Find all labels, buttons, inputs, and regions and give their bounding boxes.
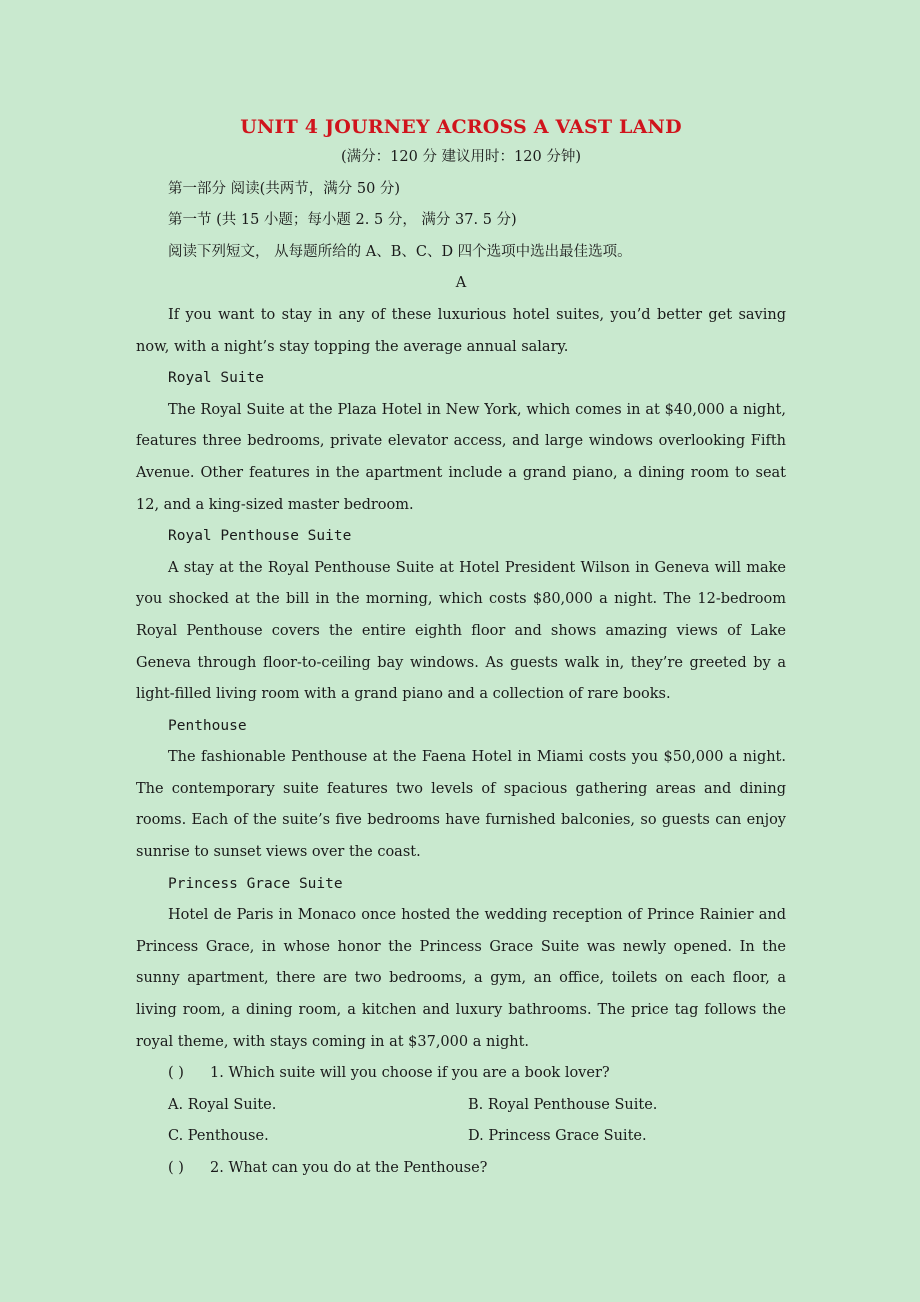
suite-heading-royal-penthouse: Royal Penthouse Suite bbox=[168, 528, 352, 545]
question-2 bbox=[136, 1153, 786, 1185]
option-a[interactable]: A. Royal Suite. bbox=[168, 1096, 277, 1113]
instruction: 阅读下列短文， 从每题所给的 A、B、C、D 四个选项中选出最佳选项。 bbox=[168, 243, 632, 260]
question-1-options-row-2 bbox=[136, 1121, 786, 1153]
question-1-text: 1. Which suite will you choose if you are a book lover? bbox=[210, 1065, 610, 1082]
suite-heading-princess-grace: Princess Grace Suite bbox=[168, 875, 343, 892]
option-c[interactable]: C. Penthouse. bbox=[168, 1128, 269, 1145]
answer-blank[interactable]: ( ) bbox=[168, 1160, 184, 1176]
option-b[interactable]: B. Royal Penthouse Suite. bbox=[468, 1096, 658, 1113]
answer-blank[interactable]: ( ) bbox=[168, 1065, 184, 1082]
suite-heading-royal-suite: Royal Suite bbox=[168, 370, 265, 387]
part-heading: 第一部分 阅读(共两节，满分 50 分) bbox=[168, 180, 401, 197]
question-1-options-row-1 bbox=[136, 1090, 786, 1122]
exam-info: (满分：120 分 建议用时：120 分钟) bbox=[341, 149, 581, 165]
page-title: UNIT 4 JOURNEY ACROSS A VAST LAND bbox=[240, 116, 682, 138]
suite-description-penthouse: The fashionable Penthouse at the Faena Hotel in Miami costs you $50,000 a night. The contemporary suite features two levels of spacious gathering areas and dining rooms. Each of the suite’s five bedrooms have furnished balconies, so guests can enjoy sunrise to sunset views over the coast. bbox=[136, 749, 786, 861]
suite-description-royal-penthouse: A stay at the Royal Penthouse Suite at Hotel President Wilson in Geneva will make you shocked at the bill in the morning, which costs $80,000 a night. The 12-bedroom Royal Penthouse covers the entire eighth floor and shows amazing views of Lake Geneva through floor-to-ceiling bay windows. As guests walk in, they’re greeted by a light-filled living room with a grand piano and a collection of rare books. bbox=[136, 559, 786, 703]
option-d[interactable]: D. Princess Grace Suite. bbox=[468, 1128, 647, 1145]
suite-description-princess-grace: Hotel de Paris in Monaco once hosted the wedding reception of Prince Rainier and Princess Grace, in whose honor the Princess Grace Suite was newly opened. In the sunny apartment, there are two bedrooms, a gym, an office, toilets on each floor, a living room, a dining room, a kitchen and luxury bathrooms. The price tag follows the royal theme, with stays coming in at $37,000 a night. bbox=[136, 907, 786, 1050]
passage-label: A bbox=[455, 275, 467, 292]
section-heading: 第一节 (共 15 小题；每小题 2. 5 分， 满分 37. 5 分) bbox=[168, 212, 517, 229]
document-page bbox=[136, 112, 786, 1185]
question-2-text: 2. What can you do at the Penthouse? bbox=[210, 1160, 488, 1176]
passage-intro: If you want to stay in any of these luxurious hotel suites, you’d better get saving now, with a night’s stay topping the average annual salary. bbox=[136, 306, 786, 355]
suite-description-royal-suite: The Royal Suite at the Plaza Hotel in New York, which comes in at $40,000 a night, features three bedrooms, private elevator access, and large windows overlooking Fifth Avenue. Other features in the apartment include a grand piano, a dining room to seat 12, and a king-sized master bedroom. bbox=[136, 401, 786, 513]
suite-heading-penthouse: Penthouse bbox=[168, 717, 247, 734]
question-1 bbox=[136, 1058, 786, 1090]
